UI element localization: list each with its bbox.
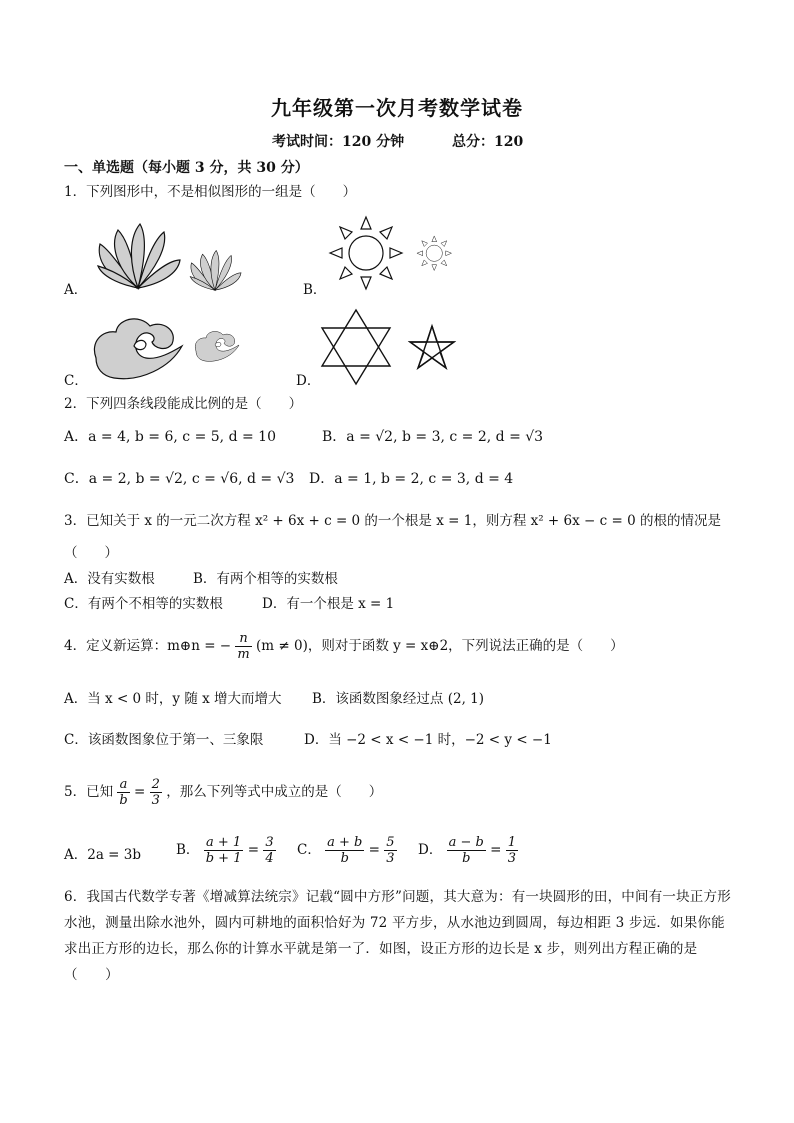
q4-stem-pre: 4．定义新运算：m⊕n = − (64, 638, 232, 654)
q5-option-d-right-numerator: 1 (507, 835, 517, 850)
q5-option-d-right-denominator: 3 (507, 851, 517, 866)
q1-option-d-label: D． (296, 373, 321, 389)
q2-option-c: C．a = 2, b = √2, c = √6, d = √3 (64, 471, 295, 487)
q5-fraction-value-denominator: 3 (151, 793, 160, 808)
q5-option-b-left-numerator: a + 1 (204, 835, 244, 851)
q2-option-b: B．a = √2, b = 3, c = 2, d = √3 (322, 429, 544, 445)
q4-fraction-numerator: n (235, 631, 251, 647)
q5-option-b-left-denominator: b + 1 (205, 851, 242, 866)
q1-option-c-label: C． (64, 373, 88, 389)
q5-option-c-left-numerator: a + b (327, 835, 363, 850)
q5-stem-post: ，那么下列等式中成立的是（ ） (166, 784, 383, 800)
q5-fraction-value (150, 777, 162, 808)
section-heading: 一、单选题（每小题 3 分，共 30 分） (64, 160, 309, 176)
q5-option-a: A．2a = 3b (64, 847, 142, 863)
q5-option-d-left-denominator: b (462, 851, 471, 866)
q5-option-b-equals: = (247, 842, 260, 858)
exam-time: 考试时间：120 分钟 (272, 134, 405, 150)
q5-option-d-label: D． (418, 842, 443, 858)
q5-fraction-ab-denominator: b (119, 793, 128, 808)
q1-option-a-label: A． (64, 282, 88, 298)
q5-option-c (297, 832, 397, 868)
q3-option-a: A．没有实数根 (64, 571, 155, 587)
q5-option-d (418, 832, 518, 868)
shell-figures (88, 220, 248, 292)
star-figures (320, 308, 460, 388)
q5-option-d-left-numerator: a − b (448, 835, 484, 850)
q4-option-d: D．当 −2 < x < −1 时，−2 < y < −1 (304, 732, 552, 748)
q3-stem: 3．已知关于 x 的一元二次方程 x² + 6x + c = 0 的一个根是 x = 1，则方程 x² + 6x − c = 0 的根的情况是 (64, 513, 721, 529)
q4-stem (64, 628, 624, 664)
q5-stem (64, 774, 382, 810)
q5-option-d-equals: = (490, 842, 502, 858)
q3-paren: （ ） (64, 545, 118, 561)
q5-option-b (176, 832, 276, 868)
q5-stem-pre: 5．已知 (64, 784, 114, 800)
q3-option-c: C．有两个不相等的实数根 (64, 596, 223, 612)
q6-text: 6．我国古代数学专著《增减算法统宗》记载“圆中方形”问题，其大意为：有一块圆形的田，中间有一块正方形水池，测量出除水池外，圆内可耕地的面积恰好为 72 平方步，从水池边到圆周，每边相距 3 步远．如果你能求出正方形的边长，那么你的计算水平就是第一了．如图，设正方形的边长是 x 步，则列出方程正确的是（ ） (64, 889, 731, 983)
q2-option-d: D．a = 1, b = 2, c = 3, d = 4 (309, 471, 514, 487)
q5-equals: = (134, 784, 146, 800)
q5-fraction-ab-numerator: a (117, 777, 129, 793)
q4-option-a: A．当 x < 0 时，y 随 x 增大而增大 (64, 691, 282, 707)
q4-fraction-denominator: m (237, 647, 250, 662)
q5-option-d-right (506, 835, 518, 866)
q5-option-c-right (384, 835, 396, 866)
q5-option-b-right (263, 835, 275, 866)
q4-option-b: B．该函数图象经过点 (2, 1) (312, 691, 485, 707)
q5-option-b-right-denominator: 4 (265, 851, 274, 866)
q3-option-d: D．有一个根是 x = 1 (262, 596, 395, 612)
q5-option-d-left (447, 835, 486, 866)
q5-option-c-left-denominator: b (340, 851, 349, 866)
q1-stem: 1．下列图形中，不是相似图形的一组是（ ） (64, 184, 357, 200)
q1-option-b-label: B． (303, 282, 327, 298)
q5-fraction-ab (117, 777, 129, 808)
q5-option-c-label: C． (297, 842, 321, 858)
page-title: 九年级第一次月考数学试卷 (271, 96, 523, 120)
q4-fraction (235, 631, 251, 662)
q2-option-a: A．a = 4, b = 6, c = 5, d = 10 (64, 429, 276, 445)
cloud-figures (88, 312, 248, 386)
q5-option-b-right-numerator: 3 (265, 835, 274, 850)
q4-stem-post: (m ≠ 0)，则对于函数 y = x⊕2，下列说法正确的是（ ） (256, 638, 624, 654)
total-score: 总分：120 (452, 134, 524, 150)
sun-figures (328, 215, 458, 293)
q5-option-c-right-numerator: 5 (386, 835, 395, 850)
q5-fraction-value-numerator: 2 (151, 777, 160, 792)
q5-option-c-left (325, 835, 364, 866)
q5-option-b-label: B． (176, 842, 200, 858)
q5-option-c-right-denominator: 3 (386, 851, 395, 866)
q4-option-c: C．该函数图象位于第一、三象限 (64, 732, 264, 748)
q5-option-c-equals: = (368, 842, 380, 858)
q2-stem: 2．下列四条线段能成比例的是（ ） (64, 396, 303, 412)
q5-option-b-left (204, 835, 244, 866)
q3-option-b: B．有两个相等的实数根 (193, 571, 338, 587)
